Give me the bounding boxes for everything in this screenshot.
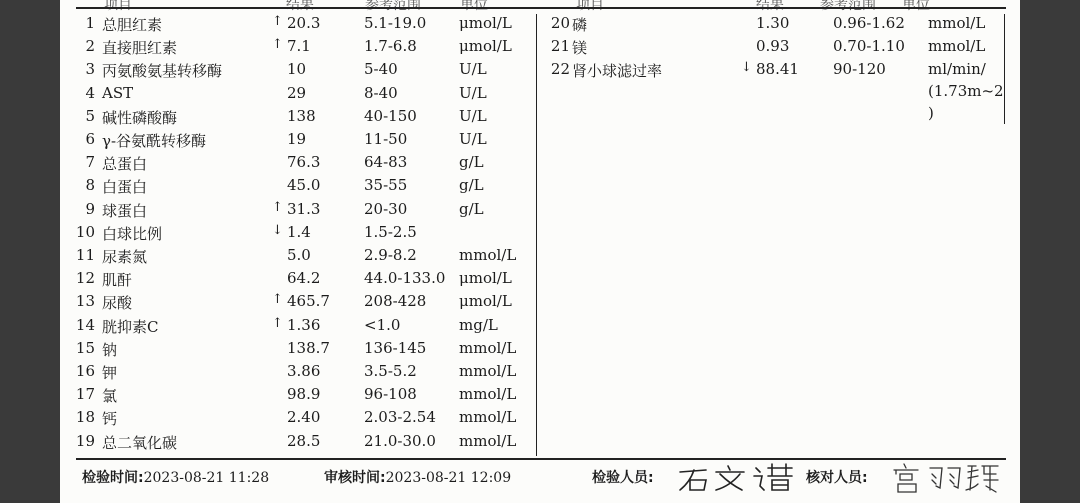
tester-signature [676, 462, 796, 494]
row-number: 16 [75, 362, 95, 380]
reference-range: 1.5-2.5 [364, 222, 417, 241]
test-name: 球蛋白 [102, 201, 148, 220]
abnormal-flag: ↑ [272, 37, 283, 53]
review-time [324, 467, 511, 487]
test-result: 1.30 [756, 14, 790, 32]
test-result: 20.3 [287, 14, 321, 32]
reference-range: 3.5-5.2 [364, 362, 417, 380]
test-unit: U/L [459, 106, 487, 125]
test-name: 碱性磷酸酶 [102, 108, 178, 127]
test-time [82, 467, 269, 487]
test-unit: U/L [459, 130, 487, 148]
lab-report-sheet [60, 0, 1020, 503]
test-result: 5.0 [287, 246, 311, 264]
test-result: 64.2 [287, 269, 321, 288]
test-result: 29 [287, 83, 307, 102]
reference-range: 44.0-133.0 [364, 269, 446, 288]
reference-range: 21.0-30.0 [364, 431, 436, 450]
top-rule [76, 7, 1006, 9]
reference-range: 35-55 [364, 176, 408, 195]
test-result: 88.41 [756, 60, 799, 79]
test-unit: g/L [459, 176, 484, 195]
row-number: 8 [85, 176, 95, 195]
test-time-value: 2023-08-21 11:28 [143, 470, 270, 486]
reference-range: 5-40 [364, 60, 398, 79]
test-unit: mmol/L [459, 408, 517, 427]
row-number: 13 [75, 292, 95, 311]
reference-range: 20-30 [364, 199, 408, 218]
row-number: 10 [75, 222, 95, 241]
test-unit-continued: ) [928, 104, 934, 123]
test-result: 465.7 [287, 292, 330, 311]
test-unit: mmol/L [928, 14, 986, 32]
test-unit: mmol/L [459, 385, 517, 404]
test-name: 镁 [572, 39, 588, 58]
reference-range: 2.03-2.54 [364, 408, 436, 427]
test-unit: μmol/L [459, 292, 512, 311]
row-number: 3 [85, 60, 95, 79]
test-name: AST [102, 83, 134, 102]
row-number: 9 [85, 199, 95, 218]
abnormal-flag: ↓ [741, 60, 752, 76]
reference-range: 208-428 [364, 292, 427, 311]
test-name: 胱抑素C [102, 317, 159, 336]
row-number: 15 [75, 338, 95, 357]
test-result: 3.86 [287, 362, 321, 380]
test-result: 31.3 [287, 199, 321, 218]
test-unit: mmol/L [459, 246, 517, 264]
reference-range: 40-150 [364, 106, 417, 125]
test-result: 28.5 [287, 431, 321, 450]
checker-signature [890, 462, 1002, 494]
test-unit: mg/L [459, 315, 498, 334]
row-number: 22 [550, 60, 570, 79]
test-result: 7.1 [287, 37, 311, 56]
test-result: 76.3 [287, 153, 321, 172]
row-number: 12 [75, 269, 95, 288]
column-divider [536, 14, 537, 456]
reference-range: 0.70-1.10 [833, 37, 905, 56]
test-result: 98.9 [287, 385, 321, 404]
test-unit: mmol/L [459, 431, 517, 450]
reference-range: 1.7-6.8 [364, 37, 417, 56]
reference-range: 136-145 [364, 338, 427, 357]
test-name: 磷 [572, 16, 588, 34]
test-name: 尿素氮 [102, 248, 148, 266]
test-unit: mmol/L [928, 37, 986, 56]
reference-range: <1.0 [364, 315, 401, 334]
row-number: 14 [75, 315, 95, 334]
test-result: 2.40 [287, 408, 321, 427]
row-number: 19 [75, 431, 95, 450]
test-result: 10 [287, 60, 307, 79]
test-name: 白球比例 [102, 224, 163, 243]
test-result: 0.93 [756, 37, 790, 56]
reference-range: 64-83 [364, 153, 408, 172]
test-name: 总蛋白 [102, 155, 148, 174]
tester-label: 检验人员: [592, 470, 654, 486]
test-result: 19 [287, 130, 307, 148]
test-name: 氯 [102, 387, 118, 406]
reference-range: 96-108 [364, 385, 417, 404]
test-unit: g/L [459, 199, 484, 218]
test-name: 丙氨酸氨基转移酶 [102, 62, 223, 81]
test-name: 钾 [102, 364, 118, 382]
review-time-value: 2023-08-21 12:09 [385, 470, 512, 486]
review-time-label: 审核时间: [324, 470, 386, 486]
row-number: 4 [85, 83, 95, 102]
test-result: 1.4 [287, 222, 311, 241]
reference-range: 11-50 [364, 130, 408, 148]
abnormal-flag: ↑ [272, 199, 283, 215]
reference-range: 2.9-8.2 [364, 246, 417, 264]
test-unit: U/L [459, 60, 487, 79]
row-number: 5 [85, 106, 95, 125]
test-name: 直接胆红素 [102, 39, 178, 58]
test-result: 138 [287, 106, 316, 125]
test-result: 45.0 [287, 176, 321, 195]
test-name: γ-谷氨酰转移酶 [102, 132, 207, 150]
reference-range: 8-40 [364, 83, 398, 102]
checker-label: 核对人员: [806, 470, 868, 486]
row-number: 6 [85, 130, 95, 148]
abnormal-flag: ↑ [272, 292, 283, 308]
row-number: 7 [85, 153, 95, 172]
row-number: 18 [75, 408, 95, 427]
test-unit: μmol/L [459, 14, 512, 32]
test-name: 总二氧化碳 [102, 433, 178, 452]
test-unit: U/L [459, 83, 487, 102]
test-name: 钠 [102, 340, 118, 359]
row-number: 21 [550, 37, 570, 56]
test-name: 尿酸 [102, 294, 133, 313]
checker [806, 467, 868, 487]
row-number: 1 [85, 14, 95, 32]
row-number: 11 [75, 246, 95, 264]
reference-range: 0.96-1.62 [833, 14, 905, 32]
test-unit: g/L [459, 153, 484, 172]
test-name: 肌酐 [102, 271, 133, 290]
test-result: 1.36 [287, 315, 321, 334]
test-unit: mmol/L [459, 362, 517, 380]
reference-range: 5.1-19.0 [364, 14, 427, 32]
test-name: 总胆红素 [102, 16, 163, 34]
row-number: 2 [85, 37, 95, 56]
tester [592, 467, 654, 487]
abnormal-flag: ↑ [272, 14, 283, 29]
abnormal-flag: ↓ [272, 222, 283, 238]
row-number: 17 [75, 385, 95, 404]
test-unit: μmol/L [459, 37, 512, 56]
test-unit-continued: (1.73m~2 [928, 82, 1004, 101]
test-name: 白蛋白 [102, 178, 148, 197]
abnormal-flag: ↑ [272, 315, 283, 331]
test-time-label: 检验时间: [82, 470, 144, 486]
bottom-rule [76, 458, 1006, 460]
test-unit: ml/min/ [928, 60, 986, 79]
right-edge-rule [1004, 14, 1005, 124]
test-result: 138.7 [287, 338, 330, 357]
test-unit: μmol/L [459, 269, 512, 288]
test-unit: mmol/L [459, 338, 517, 357]
reference-range: 90-120 [833, 60, 886, 79]
test-name: 钙 [102, 410, 118, 429]
test-name: 肾小球滤过率 [572, 62, 663, 81]
row-number: 20 [550, 14, 570, 32]
